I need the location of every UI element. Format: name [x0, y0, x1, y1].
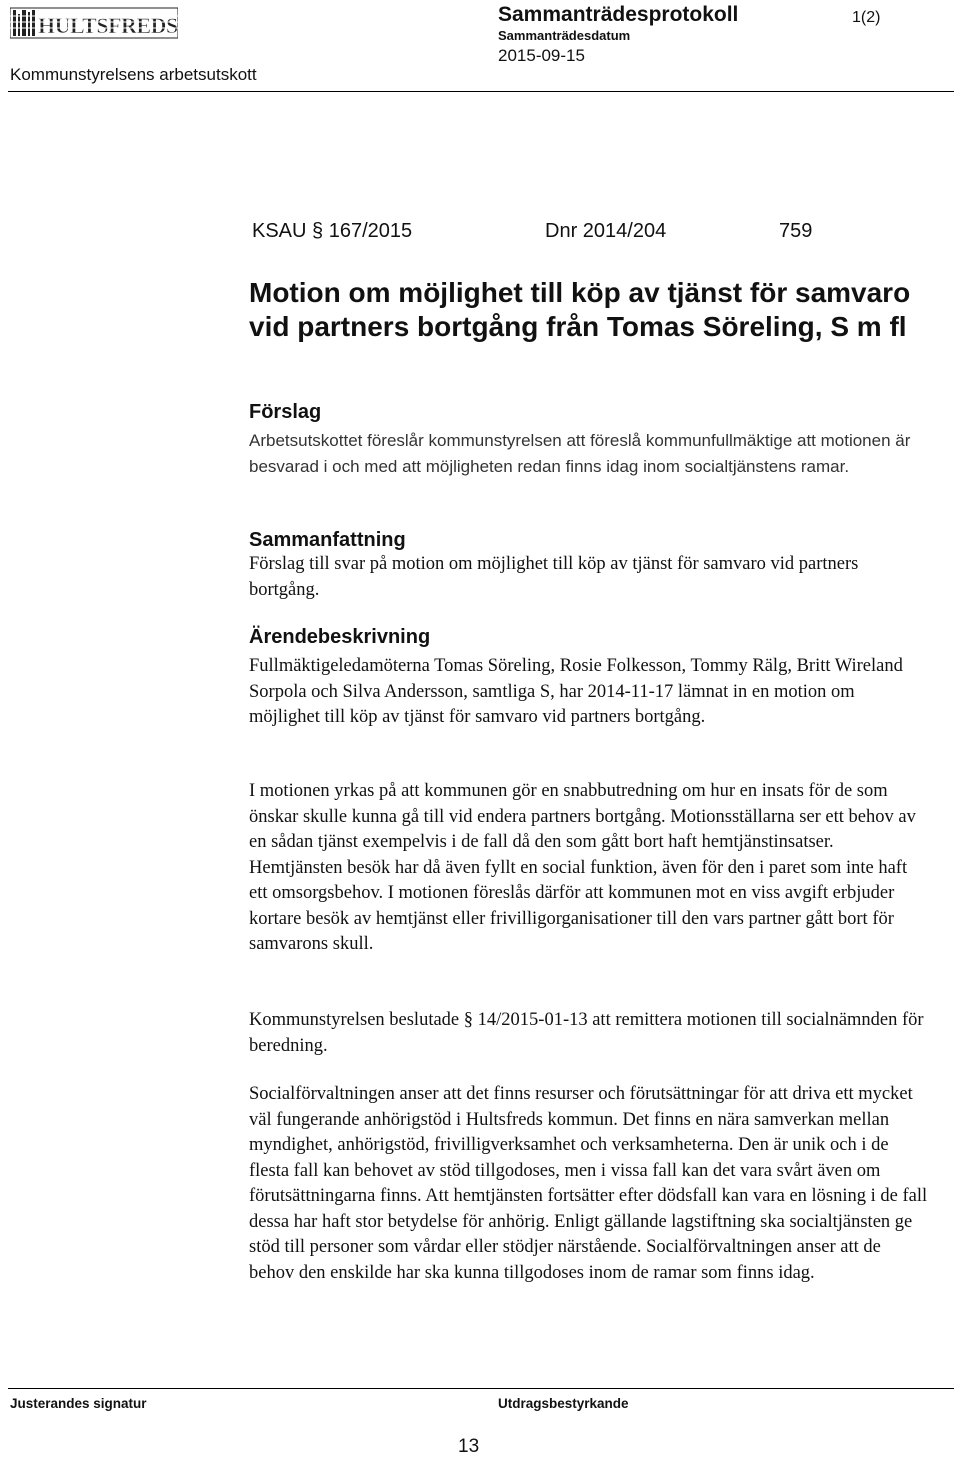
- board-decision-paragraph: Kommunstyrelsen beslutade § 14/2015-01-13 att remittera motionen till socialnämnden för beredning.: [249, 1010, 924, 1056]
- case-number: Dnr 2014/204: [545, 220, 667, 242]
- proposal-heading: Förslag: [249, 401, 322, 423]
- case-description-text: Fullmäktigeledamöterna Tomas Söreling, Rosie Folkesson, Tommy Rälg, Britt Wireland Sorpola och Silva Andersson, samtliga S, har 2014-11-17 lämnat in en motion om möjlighet till köp av tjänst för samvaro vid partners bortgång.: [249, 656, 903, 727]
- case-description-heading: Ärendebeskrivning: [249, 626, 431, 648]
- page-indicator: 1(2): [852, 9, 881, 26]
- page-number: 13: [458, 1436, 480, 1457]
- proposal-text: Arbetsutskottet föreslår kommunstyrelsen att föreslå kommunfullmäktige att motionen är besvarad i och med att möjligheten redan finns idag inom socialtjänstens ramar.: [249, 431, 911, 476]
- footer-divider: [8, 1388, 954, 1389]
- logo-graphic: [10, 2, 178, 42]
- document-type: Sammanträdesprotokoll: [498, 3, 739, 26]
- logo-text: HULTSFREDS: [38, 13, 178, 38]
- meeting-date-value: 2015-09-15: [498, 46, 585, 65]
- signature-label: Justerandes signatur: [10, 1396, 147, 1411]
- extract-certification-label: Utdragsbestyrkande: [498, 1396, 629, 1411]
- header-divider: [8, 91, 954, 92]
- social-services-paragraph: Socialförvaltningen anser att det finns resurser och förutsättningar för att driva ett mycket väl fungerande anhörigstöd i Hultsfreds kommun. Det finns en nära samverkan mellan myndighet, anhörigstöd, frivilligverksamhet och verksamheterna. Den är unik och i de flesta fall kan behovet av stöd tillgodoses, men i vissa fall kan det vara svårt även om förutsättningarna finns. Att hemtjänsten fortsätter efter dödsfall kan vara en lösning i de fall dessa har haft stor betydelse för anhörig. Enligt gällande lagstiftning ska socialtjänsten ge stöd till personer som vårdar eller stödjer närstående. Socialförvaltningen anser att de behov den enskilde har ska kunna tillgodoses inom de ramar som finns idag.: [249, 1084, 928, 1283]
- motion-paragraph: I motionen yrkas på att kommunen gör en snabbutredning om hur en insats för de som önskar skulle kunna gå till vid endera partners bortgång. Motionsställarna ser ett behov av en sådan tjänst exempelvis i de fall då den som gått bort haft hemtjänstinsatser. Hemtjänsten besök har då även fyllt en social funktion, även för den i paret som inte haft ett omsorgsbehov. I motionen föreslås därför att kommunen mot en viss avgift erbjuder kortare besök av hemtjänst eller frivilligorganisationer till den vars partner gått bort för samvarons skull.: [249, 781, 916, 954]
- paragraph-reference: KSAU § 167/2015: [252, 220, 413, 242]
- matter-title: Motion om möjlighet till köp av tjänst för samvaro vid partners bortgång från Tomas Söreling, S m fl: [249, 277, 911, 342]
- document-number: 759: [779, 220, 813, 242]
- summary-heading: Sammanfattning: [249, 529, 406, 551]
- meeting-date-label: Sammanträdesdatum: [498, 28, 631, 43]
- reference-line: [0, 220, 960, 248]
- organization-name: Kommunstyrelsens arbetsutskott: [10, 65, 257, 84]
- municipality-logo: [10, 2, 178, 42]
- summary-text: Förslag till svar på motion om möjlighet till köp av tjänst för samvaro vid partners bortgång.: [249, 554, 859, 600]
